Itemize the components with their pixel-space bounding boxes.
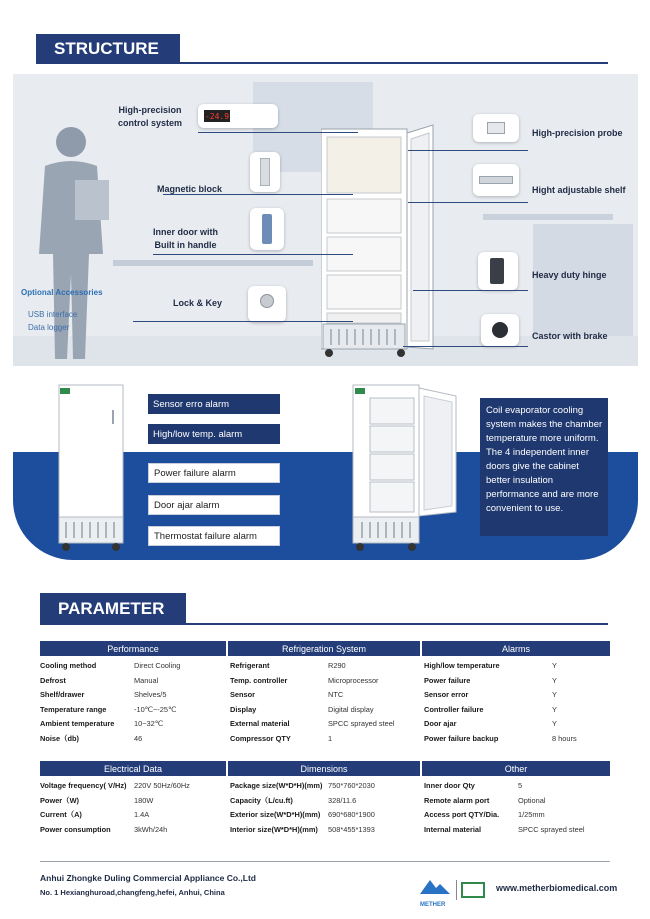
- performance-row-value: Manual: [134, 675, 159, 685]
- probe-icon: [487, 122, 505, 134]
- parameter-heading: [40, 593, 186, 625]
- structure-panel: [13, 74, 638, 366]
- electrical-row-value: 180W: [134, 795, 154, 805]
- dimensions-row-value: 508*455*1393: [328, 824, 375, 834]
- label-inner-door: Inner door with Built in handle: [153, 227, 218, 250]
- footer-company: Anhui Zhongke Duling Commercial Appliance Co.,Ltd: [40, 873, 256, 883]
- other-row-key: Access port QTY/Dia.: [424, 810, 500, 820]
- dimensions-row-value: 690*680*1900: [328, 810, 375, 820]
- label-probe: High-precision probe: [532, 128, 623, 138]
- optional-item-usb: USB interface: [28, 310, 78, 319]
- dimensions-row-key: Interior size(W*D*H)(mm): [230, 824, 318, 834]
- performance-row-value: -10℃~-25℃: [134, 704, 177, 714]
- label-castor: Castor with brake: [532, 331, 608, 341]
- door-handle-icon: [262, 214, 272, 244]
- wall-shelf: [483, 214, 613, 220]
- refrigeration-row-key: Display: [230, 704, 257, 714]
- table1-header-refrigeration: Refrigeration System: [228, 641, 420, 656]
- callout-line-castor: [403, 346, 528, 347]
- other-row-value: 1/25mm: [518, 810, 545, 820]
- temperature-display: [204, 110, 230, 122]
- refrigeration-row-value: Digital display: [328, 704, 374, 714]
- shelf-thumb: [473, 164, 519, 196]
- performance-row-value: 10~32℃: [134, 719, 164, 729]
- magnet-icon: [260, 158, 270, 186]
- performance-row-value: 46: [134, 734, 143, 743]
- parameter-title: PARAMETER: [58, 599, 165, 618]
- wall-desk: [113, 260, 313, 266]
- electrical-row-key: Current（A): [40, 810, 82, 820]
- alarm-power-failure: Power failure alarm: [148, 463, 280, 483]
- table2-header-other: Other: [422, 761, 610, 776]
- callout-line-innerdoor: [153, 254, 353, 255]
- freezer-open-icon: [321, 119, 441, 359]
- alarms-row-key: Door ajar: [424, 719, 457, 729]
- mether-logo-icon: [418, 876, 452, 902]
- inner-door-thumb: [250, 208, 284, 250]
- performance-row-value: Shelves/5: [134, 690, 167, 700]
- refrigeration-row-value: NTC: [328, 690, 344, 700]
- alarm-high-low-temp: High/low temp. alarm: [148, 424, 280, 444]
- refrigeration-row-key: Compressor QTY: [230, 734, 291, 743]
- alarms-row-key: Power failure backup: [424, 734, 499, 743]
- callout-line-hinge: [413, 290, 528, 291]
- display-readout: -24.9: [204, 111, 230, 121]
- electrical-row-value: 3kWh/24h: [134, 824, 168, 834]
- label-lock-key: Lock & Key: [173, 298, 223, 308]
- freezer-open-doors-icon: [352, 384, 462, 552]
- hinge-thumb: [478, 252, 518, 290]
- alarms-row-value: 8 hours: [552, 734, 577, 743]
- footer-website[interactable]: www.metherbiomedical.com: [496, 883, 618, 893]
- coil-description-text: Coil evaporator cooling system makes the chamber temperature more uniform. The 4 independent inner doors give the cabinet better insulation performance and are more convenient to use.: [486, 405, 603, 514]
- lock-icon: [260, 294, 274, 308]
- performance-row-key: Shelf/drawer: [40, 690, 85, 700]
- alarms-row-value: Y: [552, 719, 557, 729]
- table1-header-alarms: Alarms: [422, 641, 610, 656]
- electrical-row-value: 220V 50Hz/60Hz: [134, 781, 190, 790]
- label-shelf: Hight adjustable shelf: [532, 185, 626, 195]
- performance-row-key: Temperature range: [40, 704, 107, 714]
- electrical-row-key: Power consumption: [40, 824, 111, 834]
- table2-header-dimensions: Dimensions: [228, 761, 420, 776]
- other-row-key: Internal material: [424, 824, 482, 834]
- castor-icon: [492, 322, 508, 338]
- refrigeration-row-value: SPCC sprayed steel: [328, 719, 395, 729]
- label-magnetic-block: Magnetic block: [157, 184, 223, 194]
- dimensions-row-key: Exterior size(W*D*H)(mm): [230, 810, 321, 820]
- alarms-row-value: Y: [552, 690, 557, 700]
- structure-heading: [36, 34, 180, 64]
- performance-row-key: Cooling method: [40, 661, 97, 670]
- table2-header-electrical: Electrical Data: [40, 761, 226, 776]
- parameter-heading-rule: [186, 623, 608, 625]
- label-control-system: High-precision control system: [118, 105, 183, 128]
- structure-heading-rule: [180, 62, 608, 64]
- dimensions-row-value: 328/11.6: [328, 795, 357, 805]
- shelf-icon: [479, 176, 513, 184]
- other-row-key: Inner door Qty: [424, 781, 475, 790]
- footer-address: No. 1 Hexianghuroad,changfeng,hefei, Anhui, China: [40, 888, 225, 897]
- footer-logo-divider: [456, 880, 457, 900]
- refrigeration-row-value: Microprocessor: [328, 675, 379, 685]
- other-row-value: Optional: [518, 795, 546, 805]
- hinge-icon: [490, 258, 504, 284]
- footer-rule: [40, 861, 610, 862]
- coil-description: [480, 398, 608, 536]
- refrigeration-row-key: Temp. controller: [230, 675, 288, 685]
- alarms-row-key: Sensor error: [424, 690, 469, 700]
- alarms-row-value: Y: [552, 675, 557, 685]
- alarms-row-key: Power failure: [424, 675, 471, 685]
- alarms-row-value: Y: [552, 704, 557, 714]
- other-row-value: SPCC sprayed steel: [518, 824, 585, 834]
- callout-line-shelf: [408, 202, 528, 203]
- refrigeration-row-value: R290: [328, 661, 346, 670]
- optional-item-logger: Data logger: [28, 323, 70, 332]
- freezer-closed-icon: [58, 384, 124, 552]
- alarms-row-key: High/low temperature: [424, 661, 500, 670]
- dimensions-row-key: Package size(W*D*H)(mm): [230, 781, 323, 790]
- dimensions-row-key: Capacity（L/cu.ft): [230, 795, 293, 805]
- refrigeration-row-key: Refrigerant: [230, 661, 270, 670]
- label-hinge: Heavy duty hinge: [532, 270, 607, 280]
- other-row-key: Remote alarm port: [424, 795, 490, 805]
- table1-header-performance: Performance: [40, 641, 226, 656]
- performance-row-value: Direct Cooling: [134, 661, 181, 670]
- control-panel-thumb: [198, 104, 278, 128]
- electrical-row-value: 1.4A: [134, 810, 150, 820]
- magnetic-block-thumb: [250, 152, 280, 192]
- alarm-door-ajar: Door ajar alarm: [148, 495, 280, 515]
- performance-row-key: Noise（db): [40, 734, 80, 743]
- refrigeration-row-value: 1: [328, 734, 333, 743]
- refrigeration-row-key: Sensor: [230, 690, 256, 700]
- electrical-row-key: Voltage frequency( V/Hz): [40, 781, 127, 790]
- dimensions-row-value: 750*760*2030: [328, 781, 375, 790]
- performance-row-key: Defrost: [40, 675, 66, 685]
- alarms-row-value: Y: [552, 661, 557, 670]
- alarm-thermostat-failure: Thermostat failure alarm: [148, 526, 280, 546]
- performance-row-key: Ambient temperature: [40, 719, 115, 729]
- alarm-sensor-error: Sensor erro alarm: [148, 394, 280, 414]
- probe-thumb: [473, 114, 519, 142]
- structure-title: STRUCTURE: [54, 39, 159, 58]
- castor-thumb: [481, 314, 519, 346]
- electrical-row-key: Power（W): [40, 795, 80, 805]
- optional-accessories-title: Optional Accessories: [21, 288, 103, 297]
- lock-thumb: [248, 286, 286, 322]
- alarms-row-key: Controller failure: [424, 704, 484, 714]
- refrigeration-row-key: External material: [230, 719, 290, 729]
- callout-line-control: [198, 132, 358, 133]
- other-row-value: 5: [518, 781, 523, 790]
- pm-logo-icon: [461, 880, 485, 900]
- footer-logo-text: METHER: [420, 902, 446, 908]
- callout-line-lock: [133, 321, 353, 322]
- callout-line-probe: [408, 150, 528, 151]
